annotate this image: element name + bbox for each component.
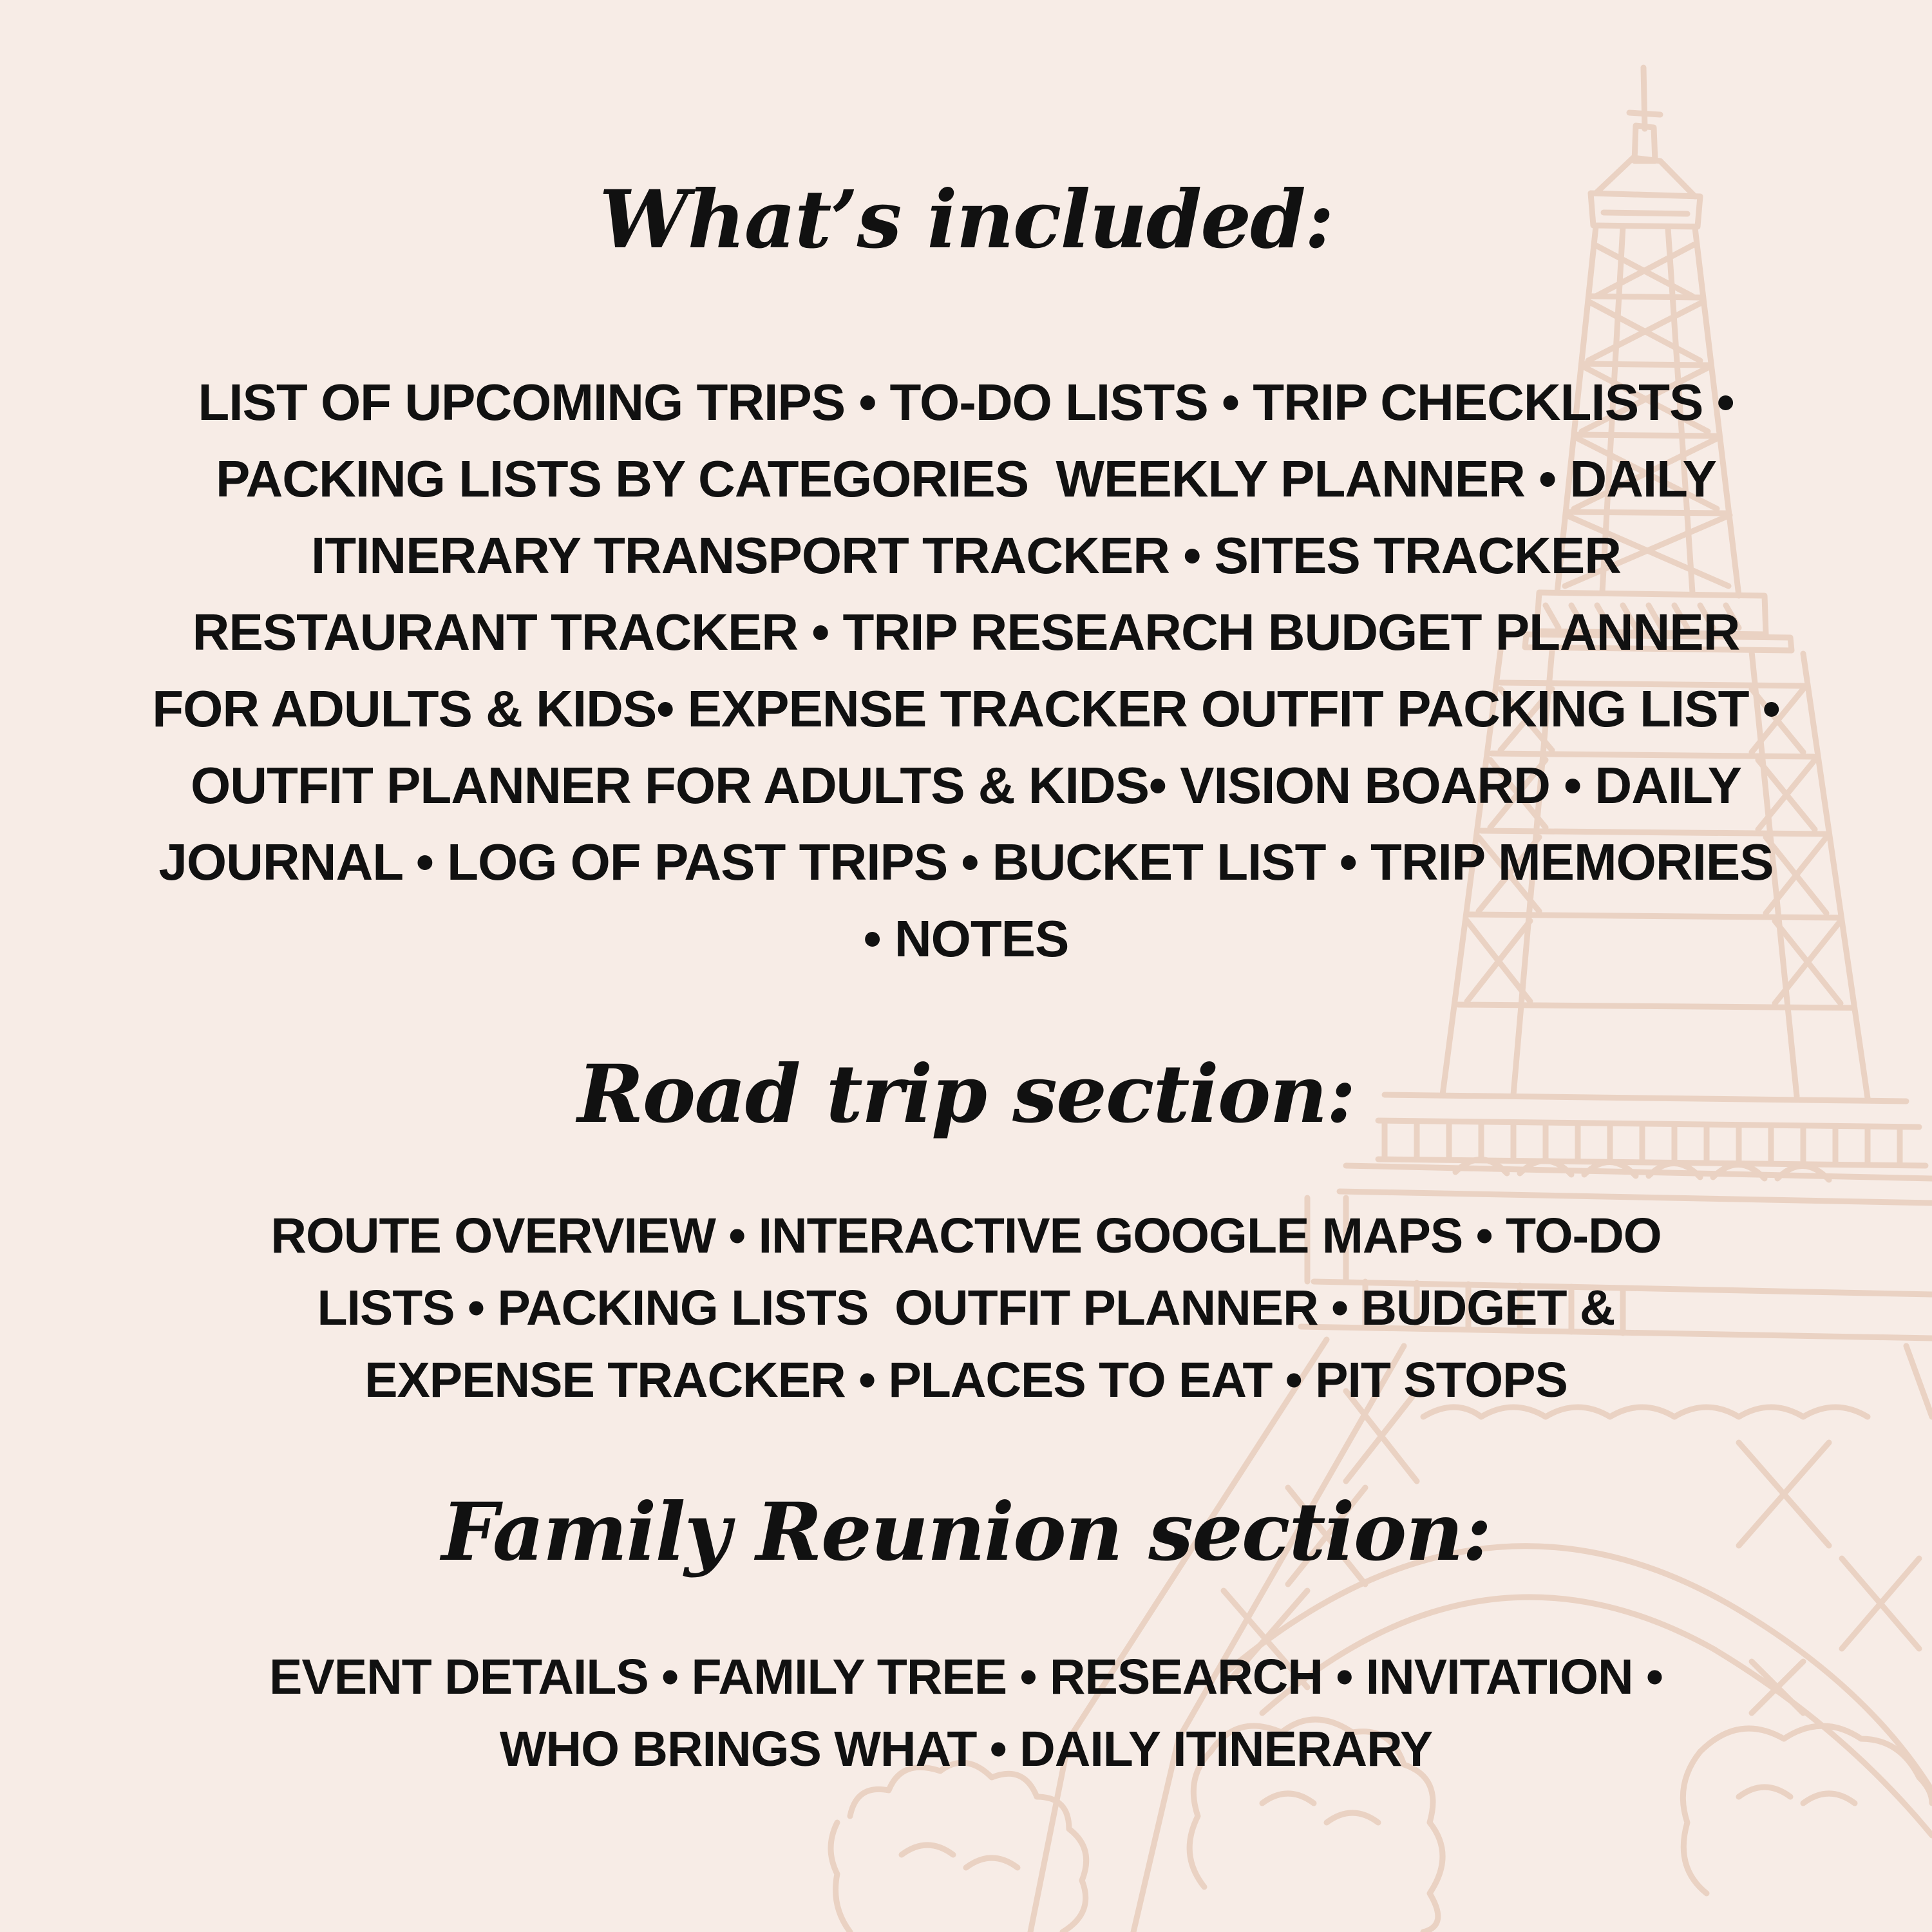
road-trip-list xyxy=(0,1200,1932,1416)
family-reunion-line: WHO BRINGS WHAT • DAILY ITINERARY xyxy=(499,1721,1433,1777)
family-reunion-title: Family Reunion section: xyxy=(441,1486,1491,1579)
included-line: LIST OF UPCOMING TRIPS • TO-DO LISTS • TRIP CHECKLISTS • xyxy=(198,374,1734,431)
included-line: ITINERARY TRANSPORT TRACKER • SITES TRACKER xyxy=(311,527,1621,584)
included-line: OUTFIT PLANNER FOR ADULTS & KIDS• VISION BOARD • DAILY xyxy=(191,757,1741,814)
road-trip-title: Road trip section: xyxy=(577,1048,1355,1141)
included-line: JOURNAL • LOG OF PAST TRIPS • BUCKET LIST • TRIP MEMORIES xyxy=(158,833,1774,891)
included-list xyxy=(0,364,1932,977)
family-reunion-list xyxy=(0,1641,1932,1785)
included-line: RESTAURANT TRACKER • TRIP RESEARCH BUDGET PLANNER xyxy=(192,603,1740,661)
road-trip-line: EXPENSE TRACKER • PLACES TO EAT • PIT STOPS xyxy=(365,1352,1567,1408)
road-trip-line: LISTS • PACKING LISTS OUTFIT PLANNER • BUDGET & xyxy=(317,1280,1615,1336)
included-title: What’s included: xyxy=(599,173,1333,267)
included-line: PACKING LISTS BY CATEGORIES WEEKLY PLANNER • DAILY xyxy=(216,450,1716,507)
included-line: FOR ADULTS & KIDS• EXPENSE TRACKER OUTFIT PACKING LIST • xyxy=(152,680,1780,737)
road-trip-line: ROUTE OVERVIEW • INTERACTIVE GOOGLE MAPS • TO-DO xyxy=(270,1208,1662,1264)
family-reunion-line: EVENT DETAILS • FAMILY TREE • RESEARCH • INVITATION • xyxy=(269,1649,1663,1705)
included-line: • NOTES xyxy=(863,910,1069,967)
